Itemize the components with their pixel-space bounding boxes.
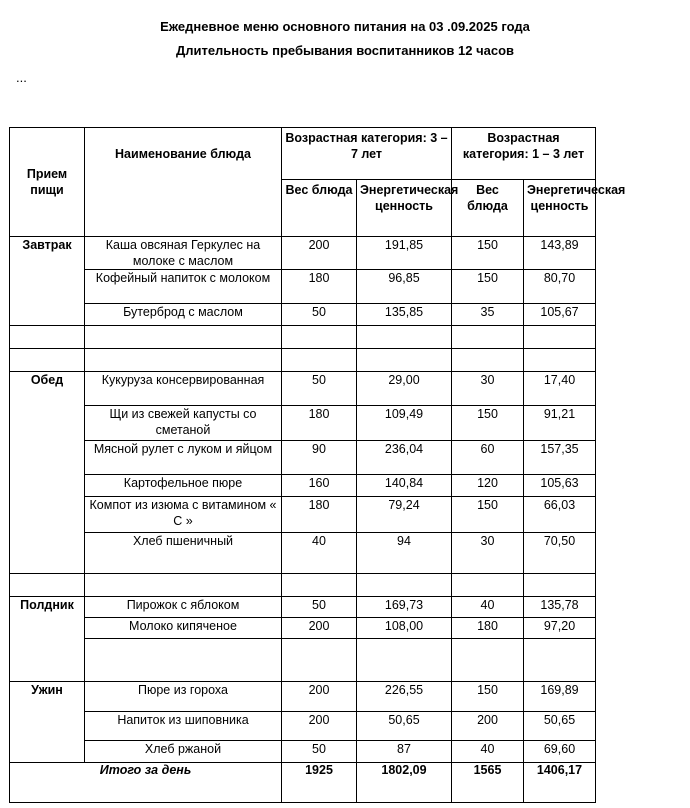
total-energy-3-7: 1802,09 [357, 763, 452, 803]
weight-3-7: 180 [282, 270, 357, 304]
dish-name: Каша овсяная Геркулес на молоке с маслом [85, 237, 282, 270]
dish-name: Молоко кипяченое [85, 618, 282, 639]
weight-3-7: 180 [282, 497, 357, 533]
energy-3-7: 79,24 [357, 497, 452, 533]
weight-1-3: 40 [452, 741, 524, 763]
table-row [10, 682, 596, 712]
total-energy-1-3: 1406,17 [524, 763, 596, 803]
empty-row [10, 326, 596, 349]
weight-1-3: 150 [452, 406, 524, 441]
table-row [10, 441, 596, 475]
weight-3-7: 50 [282, 597, 357, 618]
meal-breakfast: Завтрак [10, 237, 85, 326]
header-age-group-1-3: Возрастная категория: 1 – 3 лет [452, 128, 596, 180]
energy-3-7: 140,84 [357, 475, 452, 497]
totals-row [10, 763, 596, 803]
energy-3-7: 226,55 [357, 682, 452, 712]
dish-name: Хлеб пшеничный [85, 533, 282, 574]
energy-3-7: 96,85 [357, 270, 452, 304]
weight-1-3: 150 [452, 497, 524, 533]
weight-3-7: 200 [282, 618, 357, 639]
header-weight-a: Вес блюда [282, 180, 357, 237]
total-weight-1-3: 1565 [452, 763, 524, 803]
weight-1-3: 150 [452, 270, 524, 304]
header-age-group-3-7: Возрастная категория: 3 – 7 лет [282, 128, 452, 180]
weight-1-3: 180 [452, 618, 524, 639]
energy-1-3: 97,20 [524, 618, 596, 639]
weight-3-7: 90 [282, 441, 357, 475]
energy-3-7: 50,65 [357, 712, 452, 741]
energy-3-7: 94 [357, 533, 452, 574]
energy-1-3: 50,65 [524, 712, 596, 741]
menu-table [9, 127, 626, 803]
energy-1-3: 157,35 [524, 441, 596, 475]
table-row [10, 237, 596, 270]
weight-1-3: 120 [452, 475, 524, 497]
weight-1-3: 35 [452, 304, 524, 326]
energy-3-7: 87 [357, 741, 452, 763]
energy-1-3: 80,70 [524, 270, 596, 304]
dish-name: Компот из изюма с витамином « С » [85, 497, 282, 533]
dish-name: Кофейный напиток с молоком [85, 270, 282, 304]
table-row [10, 406, 596, 441]
table-row [10, 497, 596, 533]
totals-label: Итого за день [10, 763, 282, 803]
empty-row [10, 639, 596, 682]
table-row [10, 741, 596, 763]
energy-3-7: 169,73 [357, 597, 452, 618]
weight-3-7: 50 [282, 372, 357, 406]
energy-1-3: 91,21 [524, 406, 596, 441]
weight-1-3: 60 [452, 441, 524, 475]
energy-1-3: 69,60 [524, 741, 596, 763]
energy-1-3: 169,89 [524, 682, 596, 712]
weight-1-3: 40 [452, 597, 524, 618]
weight-3-7: 40 [282, 533, 357, 574]
table-row [10, 372, 596, 406]
menu-title: Ежедневное меню основного питания на 03 .09.2025 года [160, 19, 530, 34]
total-weight-3-7: 1925 [282, 763, 357, 803]
energy-3-7: 236,04 [357, 441, 452, 475]
empty-row [10, 574, 596, 597]
weight-3-7: 50 [282, 304, 357, 326]
table-row [10, 475, 596, 497]
weight-1-3: 30 [452, 533, 524, 574]
dish-name: Пюре из гороха [85, 682, 282, 712]
weight-1-3: 150 [452, 237, 524, 270]
table-row [10, 533, 596, 574]
meal-lunch: Обед [10, 372, 85, 574]
weight-3-7: 200 [282, 712, 357, 741]
dish-name: Кукуруза консервированная [85, 372, 282, 406]
energy-1-3: 135,78 [524, 597, 596, 618]
menu-subtitle: Длительность пребывания воспитанников 12 часов [175, 43, 515, 58]
dish-name: Щи из свежей капусты со сметаной [85, 406, 282, 441]
weight-1-3: 30 [452, 372, 524, 406]
dish-name: Мясной рулет с луком и яйцом [85, 441, 282, 475]
weight-3-7: 160 [282, 475, 357, 497]
meal-snack: Полдник [10, 597, 85, 682]
header-energy-a: Энергетическая ценность [357, 180, 452, 237]
header-energy-b: Энергетическая ценность [524, 180, 596, 237]
weight-3-7: 200 [282, 682, 357, 712]
dish-name: Напиток из шиповника [85, 712, 282, 741]
header-meal: Прием пищи [10, 128, 85, 237]
energy-1-3: 17,40 [524, 372, 596, 406]
energy-3-7: 191,85 [357, 237, 452, 270]
weight-1-3: 150 [452, 682, 524, 712]
energy-3-7: 29,00 [357, 372, 452, 406]
table-row [10, 304, 596, 326]
weight-3-7: 180 [282, 406, 357, 441]
energy-1-3: 143,89 [524, 237, 596, 270]
dish-name: Бутерброд с маслом [85, 304, 282, 326]
weight-1-3: 200 [452, 712, 524, 741]
meal-dinner: Ужин [10, 682, 85, 763]
energy-1-3: 70,50 [524, 533, 596, 574]
weight-3-7: 200 [282, 237, 357, 270]
empty-row [10, 349, 596, 372]
energy-3-7: 135,85 [357, 304, 452, 326]
ellipsis-text: ... [16, 70, 27, 85]
table-row [10, 618, 596, 639]
energy-1-3: 105,67 [524, 304, 596, 326]
dish-name: Хлеб ржаной [85, 741, 282, 763]
header-weight-b: Вес блюда [452, 180, 524, 237]
table-row [10, 270, 596, 304]
energy-3-7: 109,49 [357, 406, 452, 441]
dish-name: Пирожок с яблоком [85, 597, 282, 618]
energy-3-7: 108,00 [357, 618, 452, 639]
dish-name: Картофельное пюре [85, 475, 282, 497]
table-row [10, 712, 596, 741]
energy-1-3: 66,03 [524, 497, 596, 533]
header-dish: Наименование блюда [85, 128, 282, 237]
table-row [10, 597, 596, 618]
weight-3-7: 50 [282, 741, 357, 763]
energy-1-3: 105,63 [524, 475, 596, 497]
